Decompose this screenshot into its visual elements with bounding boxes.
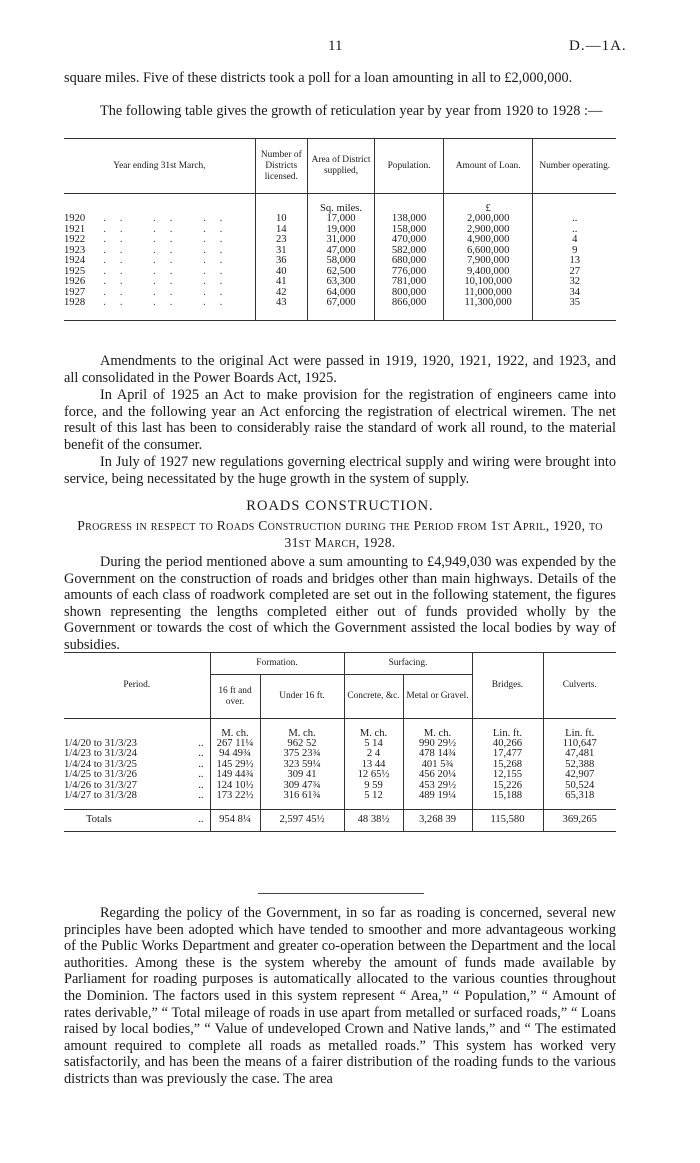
area-cell: 19,000: [307, 225, 374, 236]
unit-area: Sq. miles.: [307, 204, 374, 215]
population-cell: 781,000: [375, 277, 444, 288]
period-cell: 1/4/26 to 31/3/27 ..: [64, 779, 204, 791]
bridges-cell: 40,266: [472, 739, 543, 749]
population-cell: 680,000: [375, 256, 444, 267]
unit-loan: £: [443, 204, 533, 215]
area-cell: 63,300: [307, 277, 374, 288]
culverts-cell: 52,388: [543, 760, 616, 770]
operating-cell: ..: [533, 225, 616, 236]
concrete-cell: 2 4: [344, 749, 403, 759]
col-header-period: Period.: [123, 680, 151, 690]
districts-cell: 41: [255, 277, 307, 288]
districts-cell: 43: [255, 298, 307, 309]
year-label: 1923: [64, 244, 86, 256]
bridges-cell: 15,226: [472, 781, 543, 791]
table-row: [64, 235, 616, 246]
loan-cell: 2,000,000: [443, 214, 533, 225]
culverts-cell: 42,907: [543, 770, 616, 780]
group-header-formation: Formation.: [210, 653, 344, 675]
formation-under-16ft-cell: 309 47¾: [260, 781, 344, 791]
unit-label: M. ch.: [260, 729, 344, 739]
operating-cell: 32: [533, 277, 616, 288]
table-row: [64, 256, 616, 267]
table-row: [64, 277, 616, 288]
year-cell: 1926 .. .. ..: [64, 276, 237, 287]
bridges-cell: 15,188: [472, 791, 543, 801]
year-label: 1920: [64, 213, 86, 224]
area-cell: 58,000: [307, 256, 374, 267]
col-header-concrete: Concrete, &c.: [344, 675, 403, 719]
total-cell: 954 8¼: [210, 809, 260, 831]
population-cell: 582,000: [375, 246, 444, 257]
concrete-cell: 5 12: [344, 791, 403, 801]
operating-cell: 27: [533, 267, 616, 278]
period-cell: 1/4/27 to 31/3/28 ..: [64, 789, 204, 801]
formation-16ft-cell: 145 29½: [210, 760, 260, 770]
year-cell: 1927 .. .. ..: [64, 286, 237, 298]
roads-construction-table: [64, 652, 616, 832]
bridges-cell: 17,477: [472, 749, 543, 759]
area-cell: 62,500: [307, 267, 374, 278]
formation-16ft-cell: 173 22½: [210, 791, 260, 801]
operating-cell: 4: [533, 235, 616, 246]
culverts-cell: 110,647: [543, 739, 616, 749]
area-cell: 67,000: [307, 298, 374, 309]
year-cell: 1928 .. .. ..: [64, 297, 237, 308]
area-cell: 31,000: [307, 235, 374, 246]
concrete-cell: 5 14: [344, 739, 403, 749]
period-label: 1/4/25 to 31/3/26: [64, 769, 137, 781]
loan-cell: 6,600,000: [443, 246, 533, 257]
operating-cell: 9: [533, 246, 616, 257]
year-label: 1928: [64, 297, 86, 308]
period-label: 1/4/26 to 31/3/27: [64, 779, 137, 791]
col-header-area: Area of District supplied,: [307, 139, 374, 194]
area-cell: 64,000: [307, 288, 374, 299]
bridges-cell: 15,268: [472, 760, 543, 770]
districts-cell: 42: [255, 288, 307, 299]
metal-gravel-cell: 990 29½: [403, 739, 472, 749]
period-label: 1/4/20 to 31/3/23: [64, 737, 137, 749]
table-row: [64, 749, 616, 759]
concrete-cell: 13 44: [344, 760, 403, 770]
formation-16ft-cell: 149 44¾: [210, 770, 260, 780]
col-header-bridges: Bridges.: [472, 653, 543, 719]
paragraph-registration: In April of 1925 an Act to make provision for the registration of engineers came into force, and the following year an Act enforcing the registration of electrical wiremen. The net result of this last has been to considerably raise the standard of work all round, to the material benefit of the consumer.: [64, 387, 616, 453]
metal-gravel-cell: 478 14¾: [403, 749, 472, 759]
formation-under-16ft-cell: 375 23¾: [260, 749, 344, 759]
population-cell: 138,000: [375, 214, 444, 225]
col-header-districts: Number of Districts licensed.: [255, 139, 307, 194]
metal-gravel-cell: 453 29½: [403, 781, 472, 791]
table-row: [64, 298, 616, 309]
districts-cell: 10: [255, 214, 307, 225]
concrete-cell: 9 59: [344, 781, 403, 791]
col-header-under-16ft: Under 16 ft.: [260, 675, 344, 719]
col-header-16ft: 16 ft and over.: [210, 675, 260, 719]
concrete-cell: 12 65½: [344, 770, 403, 780]
formation-16ft-cell: 267 11¼: [210, 739, 260, 749]
totals-label: Totals: [86, 814, 112, 826]
period-label: 1/4/27 to 31/3/28: [64, 789, 137, 801]
population-cell: 158,000: [375, 225, 444, 236]
table-row: [64, 739, 616, 749]
districts-cell: 40: [255, 267, 307, 278]
bridges-cell: 12,155: [472, 770, 543, 780]
year-label: 1922: [64, 234, 86, 245]
section-divider: [258, 893, 424, 894]
formation-under-16ft-cell: 309 41: [260, 770, 344, 780]
period-label: 1/4/24 to 31/3/25: [64, 758, 137, 770]
loan-cell: 2,900,000: [443, 225, 533, 236]
operating-cell: 34: [533, 288, 616, 299]
col-header-loan: Amount of Loan.: [443, 139, 533, 194]
paragraph-expenditure: During the period mentioned above a sum amounting to £4,949,030 was expended by the Government on the construction of roads and bridges other than main highways. Details of the amounts of each class of roadwork completed are set out in the following statement, the figures shown representing the lengths completed either out of funds provided wholly by the Government or towards the cost of which the Government assisted the local bodies by way of subsidies.: [64, 554, 616, 653]
totals-row: Totals ..: [86, 814, 204, 826]
page-number: 11: [328, 38, 343, 54]
unit-label: Lin. ft.: [472, 729, 543, 739]
area-cell: 17,000: [307, 214, 374, 225]
year-label: 1924: [64, 255, 86, 266]
formation-16ft-cell: 94 49¾: [210, 749, 260, 759]
total-cell: 48 38½: [344, 809, 403, 831]
year-cell: 1921 .. .. ..: [64, 223, 237, 235]
col-header-operating: Number operating.: [533, 139, 616, 194]
loan-cell: 10,100,000: [443, 277, 533, 288]
year-label: 1927: [64, 286, 86, 298]
table-row: [64, 781, 616, 791]
formation-under-16ft-cell: 962 52: [260, 739, 344, 749]
intro-paragraph-1: square miles. Five of these districts took a poll for a loan amounting in all to £2,000,000.: [64, 70, 573, 86]
paragraph-amendments: Amendments to the original Act were passed in 1919, 1920, 1921, 1922, and 1923, and all consolidated in the Power Boards Act, 1925.: [64, 353, 616, 386]
loan-cell: 9,400,000: [443, 267, 533, 278]
section-subtitle: Progress in respect to Roads Construction during the Period from 1st April, 1920, to 31st March, 1928.: [77, 518, 603, 550]
loan-cell: 7,900,000: [443, 256, 533, 267]
year-cell: 1920 .. .. ..: [64, 213, 237, 224]
year-cell: 1922 .. .. ..: [64, 234, 237, 245]
total-cell: 3,268 39: [403, 809, 472, 831]
districts-cell: 36: [255, 256, 307, 267]
unit-label: M. ch.: [344, 729, 403, 739]
col-header-culverts: Culverts.: [543, 653, 616, 719]
table-row: [64, 214, 616, 225]
section-title: ROADS CONSTRUCTION.: [246, 498, 434, 514]
metal-gravel-cell: 456 20¼: [403, 770, 472, 780]
table-row: [64, 791, 616, 801]
unit-label: Lin. ft.: [543, 729, 616, 739]
year-cell: 1925 .. .. ..: [64, 265, 237, 277]
culverts-cell: 47,481: [543, 749, 616, 759]
metal-gravel-cell: 489 19¼: [403, 791, 472, 801]
year-label: 1925: [64, 265, 86, 277]
loan-cell: 11,300,000: [443, 298, 533, 309]
population-cell: 470,000: [375, 235, 444, 246]
period-label: 1/4/23 to 31/3/24: [64, 748, 137, 760]
period-cell: 1/4/24 to 31/3/25 ..: [64, 758, 204, 770]
operating-cell: ..: [533, 214, 616, 225]
year-label: 1921: [64, 223, 86, 235]
metal-gravel-cell: 401 5¾: [403, 760, 472, 770]
unit-label: M. ch.: [210, 729, 260, 739]
paragraph-regulations: In July of 1927 new regulations governing electrical supply and wiring were brought into service, being necessitated by the huge growth in the system of supply.: [64, 454, 616, 487]
intro-paragraph-2: The following table gives the growth of reticulation year by year from 1920 to 1928 :—: [100, 103, 603, 119]
year-cell: 1923 .. .. ..: [64, 244, 237, 256]
area-cell: 47,000: [307, 246, 374, 257]
period-cell: 1/4/23 to 31/3/24 ..: [64, 748, 204, 760]
year-cell: 1924 .. .. ..: [64, 255, 237, 266]
total-cell: 2,597 45½: [260, 809, 344, 831]
districts-cell: 31: [255, 246, 307, 257]
period-cell: 1/4/25 to 31/3/26 ..: [64, 769, 204, 781]
population-cell: 776,000: [375, 267, 444, 278]
loan-cell: 11,000,000: [443, 288, 533, 299]
operating-cell: 13: [533, 256, 616, 267]
unit-label: M. ch.: [403, 729, 472, 739]
group-header-surfacing: Surfacing.: [344, 653, 472, 675]
culverts-cell: 50,524: [543, 781, 616, 791]
document-reference: D.—1A.: [569, 38, 627, 54]
col-header-year: Year ending 31st March,: [113, 160, 206, 171]
reticulation-table: [64, 138, 616, 321]
col-header-population: Population.: [375, 139, 444, 194]
year-label: 1926: [64, 276, 86, 287]
table-row: [64, 760, 616, 770]
culverts-cell: 65,318: [543, 791, 616, 801]
population-cell: 866,000: [375, 298, 444, 309]
formation-under-16ft-cell: 323 59¼: [260, 760, 344, 770]
formation-under-16ft-cell: 316 61¾: [260, 791, 344, 801]
paragraph-policy: Regarding the policy of the Government, in so far as roading is concerned, several new principles have been adopted which have tended to smoother and more advantageous working of the Public Works Department and greater co-operation between the Department and the local authorities. Among these is the system whereby the amount of funds made available by Parliament for roading purposes is automatically allocated to the various counties throughout the Dominion. The factors used in this system represent “ Area,” “ Population,” “ Amount of rates derivable,” “ Total mileage of roads in use apart from metalled or surfaced roads,” “ Loans raised by local bodies,” “ Value of undeveloped Crown and Native lands,” and “ The estimated amount required to complete all roads as metalled roads.” This system has worked very satisfactorily, and has been the means of a fairer distribution of the roading funds to the various districts than was previously the case. The area: [64, 905, 616, 1087]
period-cell: 1/4/20 to 31/3/23 ..: [64, 737, 204, 749]
col-header-metal: Metal or Gravel.: [403, 675, 472, 719]
districts-cell: 23: [255, 235, 307, 246]
formation-16ft-cell: 124 10½: [210, 781, 260, 791]
total-cell: 369,265: [543, 809, 616, 831]
loan-cell: 4,900,000: [443, 235, 533, 246]
population-cell: 800,000: [375, 288, 444, 299]
districts-cell: 14: [255, 225, 307, 236]
table-row: [64, 770, 616, 780]
total-cell: 115,580: [472, 809, 543, 831]
operating-cell: 35: [533, 298, 616, 309]
